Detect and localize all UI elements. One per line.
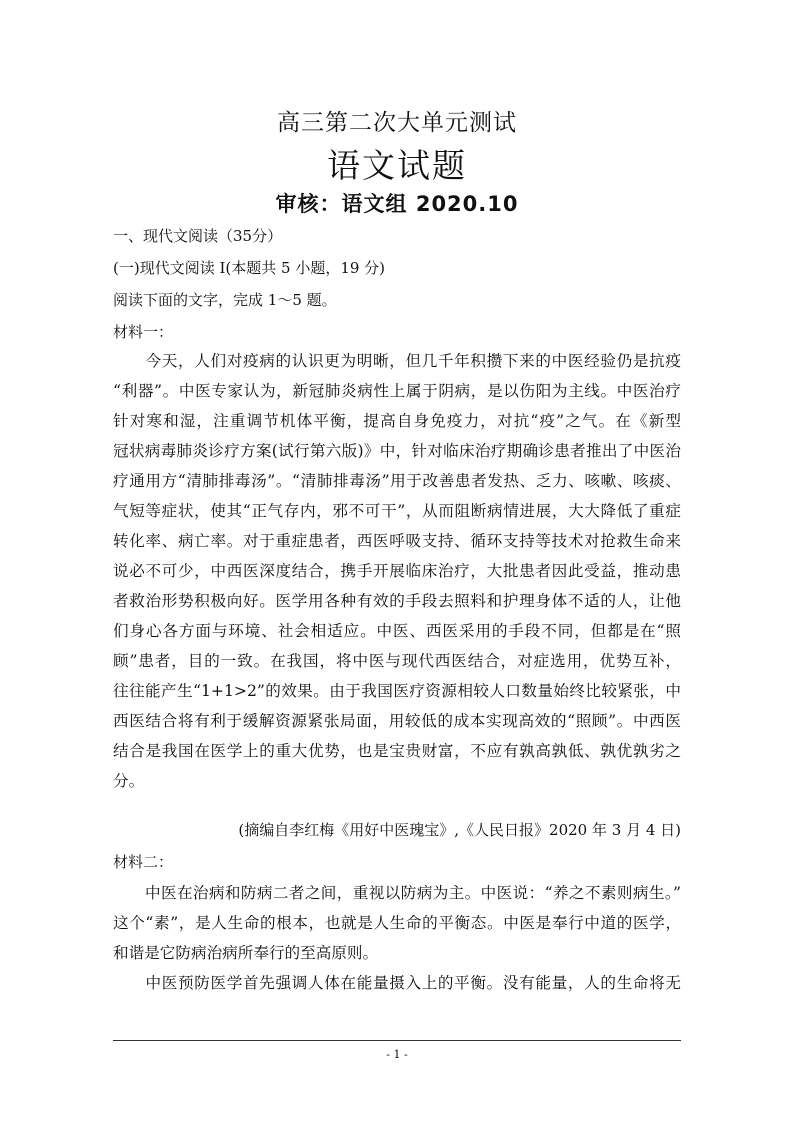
material-two-line: 和谐是它防病治病所奉行的至高原则。: [113, 944, 379, 962]
material-two-line: 这个“素”，是人生命的根本，也就是人生命的平衡态。中医是奉行中道的医学，: [113, 914, 681, 932]
material-one-line: 们身心各方面与环境、社会相适应。中医、西医采用的手段不同，但都是在“照: [113, 622, 681, 640]
section-heading: 一、现代文阅读（35分）: [113, 227, 283, 245]
material-one-source: (摘编自李红梅《用好中医瑰宝》,《人民日报》2020 年 3 月 4 日): [238, 821, 681, 839]
material-one-line: 往往能产生“1+1>2”的效果。由于我国医疗资源相较人口数量始终比较紧张，中: [113, 682, 681, 700]
material-two-line: 中医预防医学首先强调人体在能量摄入上的平衡。没有能量，人的生命将无: [113, 974, 681, 992]
section-instruction: 阅读下面的文字，完成 1～5 题。: [113, 291, 337, 309]
material-one-line: “利器”。中医专家认为，新冠肺炎病性上属于阴病，是以伤阳为主线。中医治疗: [113, 382, 681, 400]
material-one-line: 说必不可少，中西医深度结合，携手开展临床治疗，大批患者因此受益，推动患: [113, 562, 681, 580]
material-two-label: 材料二：: [113, 853, 174, 871]
material-one-line: 结合是我国在医学上的重大优势，也是宝贵财富，不应有孰高孰低、孰优孰劣之: [113, 742, 681, 760]
material-one-line: 者救治形势积极向好。医学用各种有效的手段去照料和护理身体不适的人，让他: [113, 592, 681, 610]
exam-title: 高三第二次大单元测试: [277, 110, 517, 136]
footer-rule: [113, 1040, 681, 1041]
material-two-line: 中医在治病和防病二者之间，重视以防病为主。中医说：“养之不素则病生。”: [113, 884, 681, 902]
section-subheading: (一)现代文阅读 I(本题共 5 小题，19 分): [113, 259, 386, 277]
material-one-line: 冠状病毒肺炎诊疗方案(试行第六版)》中，针对临床治疗期确诊患者推出了中医治: [113, 442, 681, 460]
material-one-line: 分。: [113, 772, 145, 790]
material-one-line: 针对寒和湿，注重调节机体平衡，提高自身免疫力，对抗“疫”之气。在《新型: [113, 412, 681, 430]
reviewer-line: 审核：语文组 2020.10: [275, 192, 519, 216]
material-one-line: 气短等症状，使其“正气存内，邪不可干”，从而阻断病情进展，大大降低了重症: [113, 502, 681, 520]
page-number: - 1 -: [386, 1048, 408, 1061]
material-one-line: 西医结合将有利于缓解资源紧张局面，用较低的成本实现高效的“照顾”。中西医: [113, 712, 681, 730]
material-one-line: 转化率、病亡率。对于重症患者，西医呼吸支持、循环支持等技术对抢救生命来: [113, 532, 681, 550]
material-one-label: 材料一：: [113, 323, 174, 341]
material-one-line: 今天，人们对疫病的认识更为明晰，但几千年积攒下来的中医经验仍是抗疫: [113, 352, 681, 370]
subject-title: 语文试题: [327, 146, 467, 185]
material-one-line: 疗通用方“清肺排毒汤”。“清肺排毒汤”用于改善患者发热、乏力、咳嗽、咳痰、: [113, 472, 681, 490]
material-one-line: 顾”患者，目的一致。在我国，将中医与现代西医结合，对症选用，优势互补，: [113, 652, 681, 670]
